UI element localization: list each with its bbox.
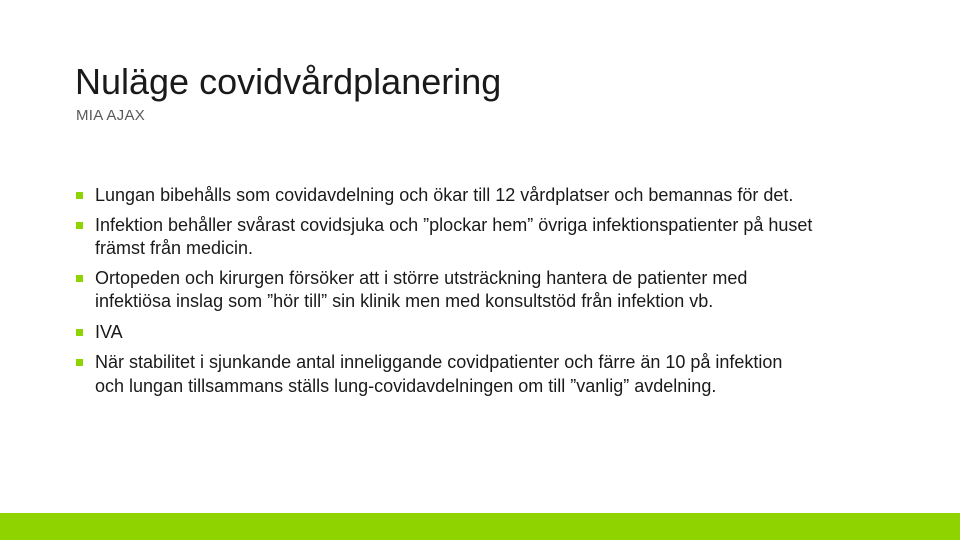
square-bullet-icon — [76, 329, 83, 336]
footer-accent-bar — [0, 513, 960, 540]
bullet-text: Ortopeden och kirurgen försöker att i större utsträckning hantera de patienter med infektiösa inslag som ”hör till” sin klinik men med konsultstöd från infektion vb. — [95, 267, 748, 311]
bullet-text: Lungan bibehålls som covidavdelning och ökar till 12 vårdplatser och bemannas för det. — [95, 185, 794, 205]
bullet-item-lungan — [75, 184, 815, 208]
square-bullet-icon — [76, 222, 83, 229]
bullet-text: När stabilitet i sjunkande antal inneliggande covidpatienter och färre än 10 på infektion och lungan tillsammans ställs lung-covidavdelningen om till ”vanlig” avdelning. — [95, 352, 783, 396]
square-bullet-icon — [76, 359, 83, 366]
square-bullet-icon — [76, 192, 83, 199]
bullet-text: Infektion behåller svårast covidsjuka och ”plockar hem” övriga infektionspatienter på huset främst från medicin. — [95, 214, 813, 258]
slide-title: Nuläge covidvårdplanering — [75, 61, 502, 102]
bullet-item-stabilitet — [75, 351, 815, 398]
bullet-list — [75, 184, 815, 404]
bullet-item-ortopeden — [75, 267, 815, 314]
bullet-item-infektion — [75, 214, 815, 261]
bullet-text: IVA — [95, 321, 123, 342]
bullet-item-iva — [75, 321, 815, 345]
slide-subtitle: MIA AJAX — [76, 107, 146, 124]
square-bullet-icon — [76, 275, 83, 282]
